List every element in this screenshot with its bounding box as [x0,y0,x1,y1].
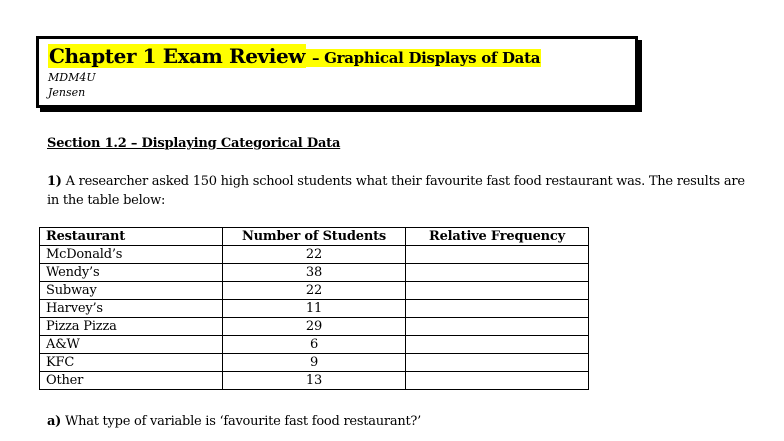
restaurant-table [39,227,589,390]
restaurant-name: KFC [40,354,223,372]
student-count: 22 [223,282,406,300]
table-row [40,318,589,336]
relative-frequency-cell[interactable] [406,318,589,336]
course-code: MDM4U [48,71,96,84]
question-1 [47,172,747,210]
student-count: 38 [223,264,406,282]
table-row [40,336,589,354]
part-a-text: What type of variable is ‘favourite fast food restaurant?’ [61,414,422,429]
table-row [40,372,589,390]
relative-frequency-cell[interactable] [406,264,589,282]
student-count: 6 [223,336,406,354]
teacher-name: Jensen [48,86,86,99]
question-number: 1) [47,174,62,189]
student-count: 22 [223,246,406,264]
question-text: A researcher asked 150 high school students what their favourite fast food restaurant was. The results are in the table below: [47,174,745,208]
header-restaurant: Restaurant [40,228,223,246]
relative-frequency-cell[interactable] [406,354,589,372]
table-row [40,246,589,264]
restaurant-name: Pizza Pizza [40,318,223,336]
student-count: 9 [223,354,406,372]
restaurant-name: A&W [40,336,223,354]
header-box [36,36,638,108]
header-relative-frequency: Relative Frequency [406,228,589,246]
table-row [40,282,589,300]
restaurant-name: Subway [40,282,223,300]
section-heading: Section 1.2 – Displaying Categorical Data [47,136,341,151]
student-count: 11 [223,300,406,318]
restaurant-name: Harvey’s [40,300,223,318]
relative-frequency-cell[interactable] [406,246,589,264]
title-main: Chapter 1 Exam Review [49,44,306,68]
relative-frequency-cell[interactable] [406,336,589,354]
question-part-a [47,414,421,429]
student-count: 29 [223,318,406,336]
restaurant-name: McDonald’s [40,246,223,264]
table-row [40,300,589,318]
restaurant-name: Other [40,372,223,390]
relative-frequency-cell[interactable] [406,300,589,318]
header-number-of-students: Number of Students [223,228,406,246]
part-a-label: a) [47,414,62,429]
table-header-row [40,228,589,246]
document-title [48,44,541,68]
title-subtitle: – Graphical Displays of Data [307,49,541,67]
restaurant-name: Wendy’s [40,264,223,282]
relative-frequency-cell[interactable] [406,372,589,390]
student-count: 13 [223,372,406,390]
table-row [40,264,589,282]
relative-frequency-cell[interactable] [406,282,589,300]
table-row [40,354,589,372]
